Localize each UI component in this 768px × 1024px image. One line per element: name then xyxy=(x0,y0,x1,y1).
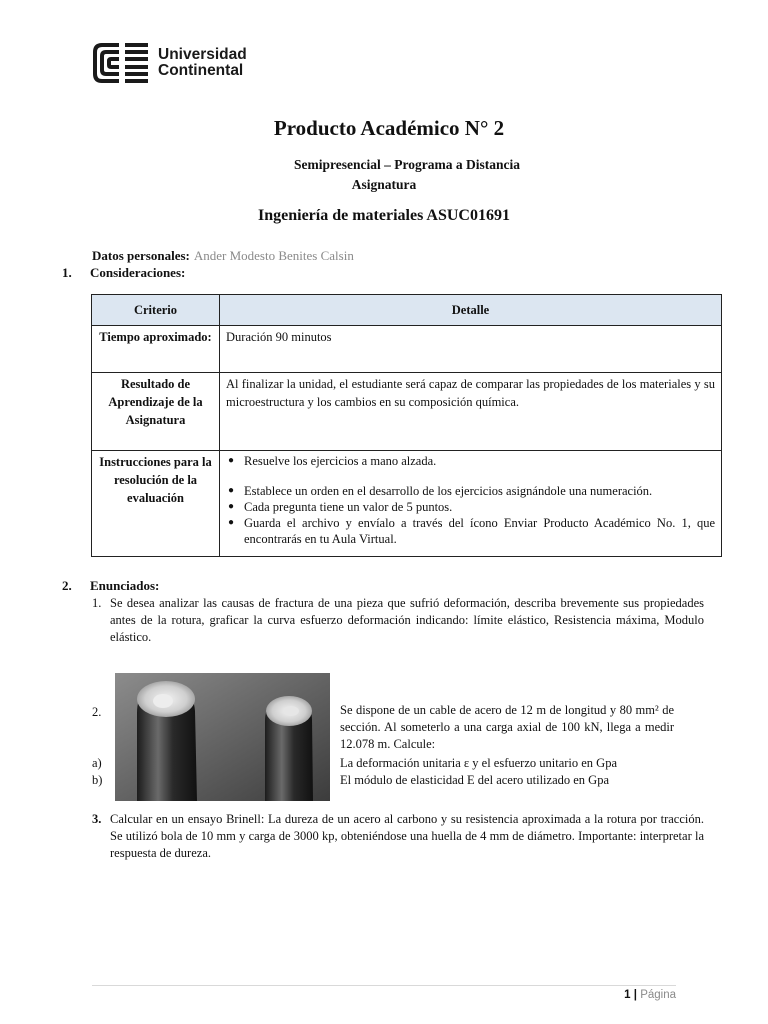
instructions-list xyxy=(226,453,715,547)
logo-line-1: Universidad xyxy=(158,46,247,63)
question-text: Calcular en un ensayo Brinell: La dureza de un acero al carbono y su resistencia aproximada a la rotura por tracción. Se utilizó bola de 10 mm y carga de 3000 kp, obteniéndose una huella de 4 mm de diámetro. Importante: interpretar la respuesta de dureza. xyxy=(110,812,704,860)
question-number: 1. xyxy=(92,596,102,610)
criterio-cell: Resultado de Aprendizaje de la Asignatura xyxy=(92,373,220,451)
criterio-cell: Tiempo aproximado: xyxy=(92,326,220,373)
page-label: Página xyxy=(640,989,676,1001)
question-1 xyxy=(92,595,704,646)
page-separator: | xyxy=(633,989,637,1001)
detalle-cell xyxy=(220,451,722,557)
list-item: ● Establece un orden en el desarrollo de los ejercicios asignándole una numeración. xyxy=(244,483,715,499)
question-text: Se desea analizar las causas de fractura de una pieza que sufrió deformación, describa brevemente sus propiedades antes de la rotura, graficar la curva esfuerzo deformación indicando: límite elástico, Resistencia máxima, Modulo elástico. xyxy=(110,596,704,644)
question-2b-text: El módulo de elasticidad E del acero utilizado en Gpa xyxy=(340,773,610,787)
fracture-specimens-image xyxy=(115,673,330,801)
fracture-photo xyxy=(115,673,330,801)
list-item: ● Resuelve los ejercicios a mano alzada. xyxy=(244,453,715,469)
personal-data-value: Ander Modesto Benites Calsin xyxy=(193,248,354,263)
list-item: ● Guarda el archivo y envíalo a través del ícono Enviar Producto Académico No. 1, que encontrarás en tu Aula Virtual. xyxy=(244,515,715,547)
criterio-cell: Instrucciones para la resolución de la evaluación xyxy=(92,451,220,557)
section-number: 2. xyxy=(62,578,72,593)
question-2b-label: b) xyxy=(92,773,103,787)
question-2a-text: La deformación unitaria ε y el esfuerzo unitario en Gpa xyxy=(340,756,618,770)
footer-divider xyxy=(92,985,676,986)
page-footer xyxy=(624,989,676,1001)
table-header-detalle: Detalle xyxy=(220,295,722,326)
question-3 xyxy=(92,811,704,862)
section-considerations xyxy=(62,265,185,281)
table-row xyxy=(92,451,722,557)
list-item: ● Cada pregunta tiene un valor de 5 puntos. xyxy=(244,499,715,515)
personal-data xyxy=(92,248,354,264)
course-title: Ingeniería de materiales ASUC01691 xyxy=(258,207,510,224)
table-header-criterio: Criterio xyxy=(92,295,220,326)
subtitle-asignatura: Asignatura xyxy=(351,177,417,192)
detalle-cell: Duración 90 minutos xyxy=(220,326,722,373)
page-number: 1 xyxy=(624,989,631,1001)
question-2-text: Se dispone de un cable de acero de 12 m de longitud y 80 mm² de sección. Al someterlo a una carga axial de 100 kN, llega a medir 12.078 m. Calcule: xyxy=(340,703,674,751)
question-2a-label: a) xyxy=(92,756,102,770)
university-logo-icon xyxy=(92,42,150,84)
subtitle-program: Semipresencial – Programa a Distancia xyxy=(294,157,520,172)
table-header-row xyxy=(92,295,722,326)
question-2-number: 2. xyxy=(92,705,102,719)
section-title: Consideraciones: xyxy=(90,265,186,280)
page-title: Producto Académico N° 2 xyxy=(273,116,505,140)
section-title: Enunciados: xyxy=(90,578,160,593)
logo-text xyxy=(158,47,247,79)
table-row xyxy=(92,326,722,373)
personal-data-label: Datos personales: xyxy=(92,248,190,263)
detalle-cell: Al finalizar la unidad, el estudiante será capaz de comparar las propiedades de los materiales y su microestructura y los cambios en su composición química. xyxy=(220,373,722,451)
university-logo xyxy=(92,42,247,84)
table-row xyxy=(92,373,722,451)
question-number: 3. xyxy=(92,812,102,826)
logo-line-2: Continental xyxy=(158,62,244,79)
section-number: 1. xyxy=(62,265,72,280)
section-enunciados xyxy=(62,578,159,594)
criteria-table xyxy=(91,294,722,557)
